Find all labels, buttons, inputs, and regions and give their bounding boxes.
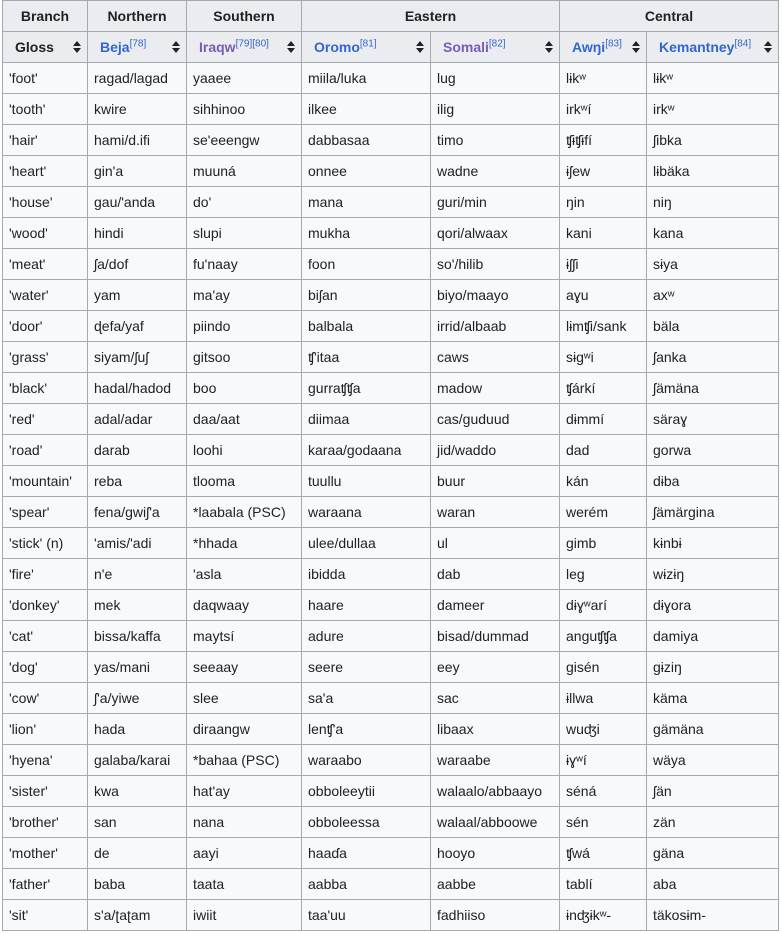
table-row xyxy=(3,900,779,931)
cell-kemantney: sɨya xyxy=(647,249,779,280)
sort-icon[interactable] xyxy=(73,41,81,53)
language-link-iraqw[interactable]: Iraqw xyxy=(199,39,236,55)
cell-gloss: 'tooth' xyxy=(3,94,88,125)
cell-gloss: 'spear' xyxy=(3,497,88,528)
cell-iraqw: *laabala (PSC) xyxy=(187,497,302,528)
cell-gloss: 'hyena' xyxy=(3,745,88,776)
cell-iraqw: *hhada xyxy=(187,528,302,559)
cell-somali: walaalo/abbaayo xyxy=(431,776,560,807)
cell-iraqw: loohi xyxy=(187,435,302,466)
cell-kemantney: dɨɣora xyxy=(647,590,779,621)
cell-oromo: miila/luka xyxy=(302,63,431,94)
table-row xyxy=(3,807,779,838)
cell-kemantney: irkʷ xyxy=(647,94,779,125)
branch-header-row xyxy=(3,1,779,32)
cell-beja: n'e xyxy=(88,559,187,590)
language-header-row xyxy=(3,32,779,63)
cell-awngi: gimb xyxy=(560,528,647,559)
cell-beja: bissa/kaffa xyxy=(88,621,187,652)
cell-awngi: tablí xyxy=(560,869,647,900)
cell-somali: dameer xyxy=(431,590,560,621)
table-row xyxy=(3,776,779,807)
cell-iraqw: seeaay xyxy=(187,652,302,683)
cell-awngi: sɨgʷi xyxy=(560,342,647,373)
sort-icon[interactable] xyxy=(764,41,772,53)
cell-iraqw: se'eeengw xyxy=(187,125,302,156)
cell-oromo: seere xyxy=(302,652,431,683)
column-header-iraqw[interactable] xyxy=(187,32,302,63)
cell-kemantney: käma xyxy=(647,683,779,714)
table-row xyxy=(3,94,779,125)
cell-iraqw: taata xyxy=(187,869,302,900)
table-row xyxy=(3,621,779,652)
cell-gloss: 'lion' xyxy=(3,714,88,745)
cell-beja: mek xyxy=(88,590,187,621)
cell-kemantney: gɨziŋ xyxy=(647,652,779,683)
table-row xyxy=(3,342,779,373)
sort-icon[interactable] xyxy=(545,41,553,53)
cell-iraqw: daa/aat xyxy=(187,404,302,435)
cell-gloss: 'stick' (n) xyxy=(3,528,88,559)
table-row xyxy=(3,311,779,342)
table-row xyxy=(3,559,779,590)
cell-iraqw: piindo xyxy=(187,311,302,342)
cell-beja: hami/d.ifi xyxy=(88,125,187,156)
table-row xyxy=(3,869,779,900)
cell-gloss: 'red' xyxy=(3,404,88,435)
cell-gloss: 'meat' xyxy=(3,249,88,280)
cell-kemantney: aba xyxy=(647,869,779,900)
cell-kemantney: gäna xyxy=(647,838,779,869)
cell-oromo: haaɗa xyxy=(302,838,431,869)
branch-label: Branch xyxy=(3,1,88,32)
cell-gloss: 'heart' xyxy=(3,156,88,187)
cell-beja: kwa xyxy=(88,776,187,807)
cell-oromo: lenʧ'a xyxy=(302,714,431,745)
table-row xyxy=(3,404,779,435)
cell-gloss: 'wood' xyxy=(3,218,88,249)
cell-kemantney: damiya xyxy=(647,621,779,652)
cell-somali: hooyo xyxy=(431,838,560,869)
table-row xyxy=(3,714,779,745)
column-header-kemantney[interactable] xyxy=(647,32,779,63)
column-header-beja[interactable] xyxy=(88,32,187,63)
cell-gloss: 'grass' xyxy=(3,342,88,373)
cell-iraqw: gitsoo xyxy=(187,342,302,373)
cell-kemantney: ʃämärgina xyxy=(647,497,779,528)
cell-somali: ul xyxy=(431,528,560,559)
cell-iraqw: nana xyxy=(187,807,302,838)
table-row xyxy=(3,466,779,497)
cell-oromo: haare xyxy=(302,590,431,621)
column-header-somali[interactable] xyxy=(431,32,560,63)
cell-awngi: leg xyxy=(560,559,647,590)
cell-iraqw: tlooma xyxy=(187,466,302,497)
cell-somali: sac xyxy=(431,683,560,714)
column-header-gloss[interactable] xyxy=(3,32,88,63)
citation-ref[interactable]: [83] xyxy=(605,38,622,50)
citation-ref[interactable]: [78] xyxy=(129,38,147,50)
cell-kemantney: zän xyxy=(647,807,779,838)
table-row xyxy=(3,497,779,528)
cell-kemantney: dɨba xyxy=(647,466,779,497)
cell-awngi: irkʷí xyxy=(560,94,647,125)
cell-oromo: karaa/godaana xyxy=(302,435,431,466)
cell-gloss: 'cow' xyxy=(3,683,88,714)
cell-somali: libaax xyxy=(431,714,560,745)
cell-awngi: kán xyxy=(560,466,647,497)
cell-awngi: gisén xyxy=(560,652,647,683)
cell-somali: waran xyxy=(431,497,560,528)
cell-beja: ʃa/dof xyxy=(88,249,187,280)
cell-kemantney: ʃanka xyxy=(647,342,779,373)
cell-beja: ragad/lagad xyxy=(88,63,187,94)
table-row xyxy=(3,435,779,466)
cell-somali: buur xyxy=(431,466,560,497)
cell-somali: bisad/dummad xyxy=(431,621,560,652)
table-row xyxy=(3,528,779,559)
cell-iraqw: *bahaa (PSC) xyxy=(187,745,302,776)
cell-somali: qori/alwaax xyxy=(431,218,560,249)
cell-awngi: aɣu xyxy=(560,280,647,311)
cell-kemantney: niŋ xyxy=(647,187,779,218)
cell-kemantney: kana xyxy=(647,218,779,249)
cell-oromo: gurraʧʧa xyxy=(302,373,431,404)
cell-awngi: dɨɣʷarí xyxy=(560,590,647,621)
cell-oromo: tuullu xyxy=(302,466,431,497)
cell-beja: siyam/ʃuʃ xyxy=(88,342,187,373)
table-row xyxy=(3,745,779,776)
table-body xyxy=(3,63,779,931)
cell-somali: walaal/abboowe xyxy=(431,807,560,838)
cell-awngi: ɨnʤɨkʷ- xyxy=(560,900,647,931)
cell-somali: caws xyxy=(431,342,560,373)
cell-kemantney: gämäna xyxy=(647,714,779,745)
cell-awngi: lɨmʧi/sank xyxy=(560,311,647,342)
cell-iraqw: boo xyxy=(187,373,302,404)
table-row xyxy=(3,156,779,187)
cell-kemantney: axʷ xyxy=(647,280,779,311)
cell-somali: biyo/maayo xyxy=(431,280,560,311)
cell-gloss: 'donkey' xyxy=(3,590,88,621)
cell-kemantney: lɨbäka xyxy=(647,156,779,187)
table-row xyxy=(3,590,779,621)
cell-somali: dab xyxy=(431,559,560,590)
cell-iraqw: hat'ay xyxy=(187,776,302,807)
cell-awngi: ɨɣʷí xyxy=(560,745,647,776)
table-row xyxy=(3,652,779,683)
table-row xyxy=(3,280,779,311)
cell-awngi: ɨllwa xyxy=(560,683,647,714)
cell-beja: 'amis/'adi xyxy=(88,528,187,559)
language-link-beja[interactable]: Beja xyxy=(100,39,130,55)
cell-somali: irrid/albaab xyxy=(431,311,560,342)
cell-gloss: 'sit' xyxy=(3,900,88,931)
table-row xyxy=(3,373,779,404)
cell-gloss: 'sister' xyxy=(3,776,88,807)
cell-beja: de xyxy=(88,838,187,869)
cell-beja: hindi xyxy=(88,218,187,249)
cell-oromo: biʃan xyxy=(302,280,431,311)
cell-gloss: 'fire' xyxy=(3,559,88,590)
citation-ref[interactable]: [81] xyxy=(359,38,377,50)
cell-iraqw: daqwaay xyxy=(187,590,302,621)
cell-awngi: kani xyxy=(560,218,647,249)
cell-awngi: lɨkʷ xyxy=(560,63,647,94)
language-link-kemantney[interactable]: Kemantney xyxy=(659,39,735,55)
cell-iraqw: 'asla xyxy=(187,559,302,590)
cell-beja: hadal/hadod xyxy=(88,373,187,404)
cell-iraqw: aayi xyxy=(187,838,302,869)
language-link-oromo[interactable]: Oromo xyxy=(314,39,360,55)
cell-somali: ilig xyxy=(431,94,560,125)
cell-awngi: séná xyxy=(560,776,647,807)
branch-central: Central xyxy=(560,1,779,32)
table-row xyxy=(3,187,779,218)
table-row xyxy=(3,63,779,94)
citation-ref[interactable]: [84] xyxy=(734,38,752,50)
cell-beja: gau/'anda xyxy=(88,187,187,218)
cell-gloss: 'brother' xyxy=(3,807,88,838)
cell-kemantney: ʃän xyxy=(647,776,779,807)
column-header-awngi[interactable] xyxy=(560,32,647,63)
cell-oromo: obboleeytii xyxy=(302,776,431,807)
cell-oromo: taa'uu xyxy=(302,900,431,931)
cell-awngi: ɨʃʃi xyxy=(560,249,647,280)
cell-gloss: 'water' xyxy=(3,280,88,311)
cell-somali: madow xyxy=(431,373,560,404)
cell-oromo: onnee xyxy=(302,156,431,187)
cell-somali: fadhiiso xyxy=(431,900,560,931)
branch-southern: Southern xyxy=(187,1,302,32)
cell-oromo: sa'a xyxy=(302,683,431,714)
cell-kemantney: täkosɨm- xyxy=(647,900,779,931)
cell-oromo: obboleessa xyxy=(302,807,431,838)
branch-northern: Northern xyxy=(88,1,187,32)
cell-awngi: ʧɨʧɨfí xyxy=(560,125,647,156)
cell-awngi: ɨʃew xyxy=(560,156,647,187)
citation-ref[interactable]: [82] xyxy=(488,38,506,50)
cell-somali: cas/guduud xyxy=(431,404,560,435)
sort-icon[interactable] xyxy=(632,41,640,53)
cell-iraqw: fu'naay xyxy=(187,249,302,280)
cell-beja: gin'a xyxy=(88,156,187,187)
cell-awngi: wuʤi xyxy=(560,714,647,745)
cell-gloss: 'door' xyxy=(3,311,88,342)
cell-somali: eey xyxy=(431,652,560,683)
column-header-oromo[interactable] xyxy=(302,32,431,63)
cell-gloss: 'mother' xyxy=(3,838,88,869)
cell-beja: yam xyxy=(88,280,187,311)
cell-awngi: sén xyxy=(560,807,647,838)
cell-beja: reba xyxy=(88,466,187,497)
cell-iraqw: sihhinoo xyxy=(187,94,302,125)
cell-oromo: dabbasaa xyxy=(302,125,431,156)
vocabulary-table xyxy=(2,0,779,931)
cell-kemantney: lɨkʷ xyxy=(647,63,779,94)
cell-awngi: anguʧʧa xyxy=(560,621,647,652)
sort-icon[interactable] xyxy=(172,41,180,53)
cell-gloss: 'dog' xyxy=(3,652,88,683)
citation-ref[interactable]: [79][80] xyxy=(235,38,269,50)
cell-somali: waraabe xyxy=(431,745,560,776)
cell-beja: ʃ'a/yiwe xyxy=(88,683,187,714)
cell-beja: fena/gwiʃ'a xyxy=(88,497,187,528)
cell-awngi: dad xyxy=(560,435,647,466)
table-row xyxy=(3,683,779,714)
cell-awngi: ʧwá xyxy=(560,838,647,869)
cell-awngi: werém xyxy=(560,497,647,528)
cell-oromo: foon xyxy=(302,249,431,280)
cell-kemantney: wɨzɨŋ xyxy=(647,559,779,590)
cell-kemantney: wäya xyxy=(647,745,779,776)
cell-oromo: ulee/dullaa xyxy=(302,528,431,559)
cell-gloss: 'road' xyxy=(3,435,88,466)
cell-somali: jid/waddo xyxy=(431,435,560,466)
table-row xyxy=(3,218,779,249)
cell-iraqw: iwiit xyxy=(187,900,302,931)
cell-beja: baba xyxy=(88,869,187,900)
branch-eastern: Eastern xyxy=(302,1,560,32)
cell-oromo: ibidda xyxy=(302,559,431,590)
cell-iraqw: diraangw xyxy=(187,714,302,745)
cell-beja: darab xyxy=(88,435,187,466)
sort-icon[interactable] xyxy=(416,41,424,53)
cell-beja: kwire xyxy=(88,94,187,125)
cell-kemantney: kɨnbɨ xyxy=(647,528,779,559)
cell-oromo: ʧ'itaa xyxy=(302,342,431,373)
cell-gloss: 'foot' xyxy=(3,63,88,94)
cell-beja: adal/adar xyxy=(88,404,187,435)
cell-gloss: 'house' xyxy=(3,187,88,218)
cell-beja: ɖefa/yaf xyxy=(88,311,187,342)
cell-beja: s'a/ʈaʈam xyxy=(88,900,187,931)
cell-oromo: waraana xyxy=(302,497,431,528)
cell-oromo: balbala xyxy=(302,311,431,342)
cell-iraqw: muuná xyxy=(187,156,302,187)
cell-iraqw: maytsí xyxy=(187,621,302,652)
cell-awngi: ŋin xyxy=(560,187,647,218)
cell-gloss: 'cat' xyxy=(3,621,88,652)
table-row xyxy=(3,838,779,869)
language-link-awngi[interactable]: Awŋi xyxy=(572,39,606,55)
cell-oromo: diimaa xyxy=(302,404,431,435)
table-row xyxy=(3,249,779,280)
gloss-label: Gloss xyxy=(15,39,54,55)
cell-gloss: 'father' xyxy=(3,869,88,900)
cell-kemantney: gorwa xyxy=(647,435,779,466)
cell-beja: san xyxy=(88,807,187,838)
cell-kemantney: bäla xyxy=(647,311,779,342)
cell-kemantney: ʃibka xyxy=(647,125,779,156)
cell-gloss: 'mountain' xyxy=(3,466,88,497)
cell-gloss: 'black' xyxy=(3,373,88,404)
cell-awngi: dɨmmí xyxy=(560,404,647,435)
cell-oromo: adure xyxy=(302,621,431,652)
cell-oromo: mukha xyxy=(302,218,431,249)
cell-iraqw: ma'ay xyxy=(187,280,302,311)
cell-oromo: aabba xyxy=(302,869,431,900)
cell-somali: aabbe xyxy=(431,869,560,900)
cell-somali: so'/hilib xyxy=(431,249,560,280)
cell-kemantney: säraɣ xyxy=(647,404,779,435)
cell-somali: wadne xyxy=(431,156,560,187)
cell-gloss: 'hair' xyxy=(3,125,88,156)
language-link-somali[interactable]: Somali xyxy=(443,39,489,55)
cell-somali: timo xyxy=(431,125,560,156)
cell-oromo: waraabo xyxy=(302,745,431,776)
cell-oromo: ilkee xyxy=(302,94,431,125)
cell-iraqw: do' xyxy=(187,187,302,218)
cell-beja: yas/mani xyxy=(88,652,187,683)
sort-icon[interactable] xyxy=(287,41,295,53)
cell-iraqw: slupi xyxy=(187,218,302,249)
cell-beja: hada xyxy=(88,714,187,745)
cell-somali: guri/min xyxy=(431,187,560,218)
cell-iraqw: yaaee xyxy=(187,63,302,94)
cell-iraqw: slee xyxy=(187,683,302,714)
cell-somali: lug xyxy=(431,63,560,94)
cell-beja: galaba/karai xyxy=(88,745,187,776)
table-row xyxy=(3,125,779,156)
cell-kemantney: ʃämäna xyxy=(647,373,779,404)
cell-awngi: ʧárkí xyxy=(560,373,647,404)
cell-oromo: mana xyxy=(302,187,431,218)
